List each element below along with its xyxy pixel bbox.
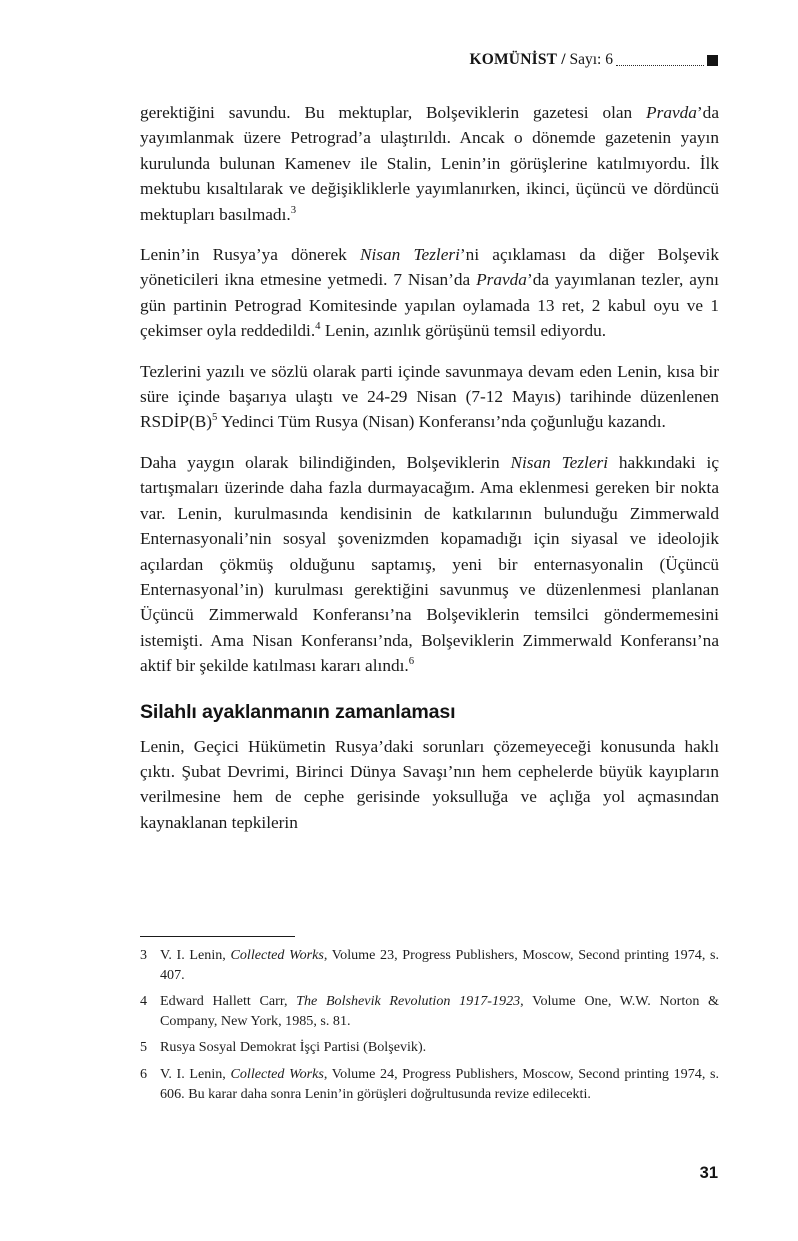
text-run: , Volume One, W.W. Norton & Company, New York, 1985, s. 81. [160,993,719,1029]
footnote-entry [140,992,719,1031]
footnote-entry [140,946,719,985]
text-run: , Volume 24, Progress Publishers, Moscow, Second printing 1974, s. 606. Bu karar daha sonra Lenin’in görüşleri doğrultusunda revize edilecekti. [160,1065,720,1102]
text-run: , Volume 23, Progress Publishers, Moscow, Second printing 1974, s. 407. [160,947,720,983]
text-run: Lenin, azınlık görüşünü temsil ediyordu. [320,321,607,341]
footnote-reference-marker[interactable]: 6 [408,655,415,668]
running-head [140,48,718,72]
text-run: Lenin, Geçici Hükümetin Rusya’daki sorunları çözemeyeceği konusunda haklı çıktı. Şubat Devrimi, Birinci Dünya Savaşı’nın hem cephelerde büyük kayıpların verilmesine hem de cephe gerisinde yoksulluğa ve açlığa yol açmasından kaynaklanan tepkilerin [140,736,719,832]
text-run: Edward Hallett Carr, [160,993,297,1010]
footnote-text [160,1038,719,1058]
footnote-text [160,946,719,985]
footnote-separator-rule [140,936,295,937]
text-run: gerektiğini savundu. Bu mektuplar, Bolşeviklerin gazetesi olan [140,103,647,122]
text-run: Lenin’in Rusya’ya dönerek [140,245,360,265]
italic-title: Nisan Tezleri [359,245,460,265]
italic-title: Pravda [476,270,527,290]
footnote-reference-marker[interactable]: 4 [315,320,321,333]
footnote-reference-marker[interactable]: 3 [290,203,297,216]
body-paragraph-group [140,100,719,679]
page-number: 31 [699,1164,718,1182]
italic-title: The Bolshevik Revolution 1917-1923 [296,993,521,1010]
italic-title: Pravda [646,103,697,122]
italic-title: Collected Works [230,1065,324,1082]
footnote-entry [140,1065,719,1104]
footnote-list [140,946,719,1104]
body-paragraph-group-after-heading [140,734,719,836]
body-paragraph [140,100,719,227]
body-paragraph [140,450,719,679]
text-run: V. I. Lenin, [160,1065,231,1082]
text-run: Yedinci Tüm Rusya (Nisan) Konferansı’nda çoğunluğu kazandı. [217,412,666,432]
footnote-entry [140,1038,719,1058]
header-square-marker-icon [707,55,718,66]
header-separator: / [561,51,566,68]
footnote-reference-marker[interactable]: 5 [212,411,218,424]
journal-title: KOMÜNİST [469,51,558,68]
footnote-area [140,936,719,1104]
body-paragraph [140,242,719,344]
section-heading: Silahlı ayaklanmanın zamanlaması [140,700,456,723]
body-paragraph [140,359,719,435]
footnote-number: 4 [140,993,148,1010]
italic-title: Collected Works [230,947,324,963]
text-run: ’da yayımlanmak üzere Petrograd’a ulaştırıldı. Ancak o dönemde gazetenin yayın kurulunda bulunan Kamenev ile Stalin, Lenin’in görüşlerine katılmıyordu. İlk mektubu kısaltılarak ve değişikliklerle yayımlanırken, ikinci, üçüncü ve dördüncü mektupları basılmadı. [140,103,719,224]
header-dotted-rule [616,54,704,66]
footnote-number: 6 [140,1065,148,1082]
footnote-text [160,992,719,1031]
text-run: V. I. Lenin, [160,947,231,963]
text-run: ’ni açıklaması da diğer Bolşevik yöneticileri ikna etmesine yetmedi. 7 Nisan’da [140,245,719,290]
text-run: ’da yayımlanan tezler, aynı gün partinin Petrograd Komitesinde yapılan oylamada 13 ret, 2 kabul oyu ve 1 çekimser oyla reddedildi. [140,270,719,341]
body-paragraph [140,734,719,836]
footnote-text [160,1065,719,1104]
main-text-column [140,100,719,835]
footnote-number: 3 [140,947,148,963]
italic-title: Nisan Tezleri [510,452,609,472]
footnote-number: 5 [140,1039,148,1056]
text-run: hakkındaki iç tartışmaları üzerinde daha fazla durmayacağım. Ama eklenmesi gereken bir nokta var. Lenin, kurulmasında kendisinin de katkılarının bulunduğu Zimmerwald Enternasyonali’nin sosyal şovenizmden kopamadığı için siyasal ve ideolojik açılardan çökmüş olduğunu saptamış, yeni bir enternasyonalin (Üçüncü Enternasyonal’in) kurulması gerektiğini savunmuş ve düzenlenmesi planlanan Üçüncü Zimmerwald Konferansı’na Bolşeviklerin temsilci göndermemesini istemişti. Ama Nisan Konferansı’nda, Bolşeviklerin Zimmerwald Konferansı’na aktif bir şekilde katılması kararı alındı. [140,452,719,676]
text-run: Tezlerini yazılı ve sözlü olarak parti içinde savunmaya devam eden Lenin, kısa bir süre içinde başarıya ulaştı ve 24-29 Nisan (7-12 Mayıs) tarihinde düzenlenen RSDİP(B) [140,361,719,432]
text-run: Rusya Sosyal Demokrat İşçi Partisi (Bolşevik). [160,1039,427,1056]
issue-number: Sayı: 6 [569,51,613,68]
text-run: Daha yaygın olarak bilindiğinden, Bolşeviklerin [140,452,511,472]
